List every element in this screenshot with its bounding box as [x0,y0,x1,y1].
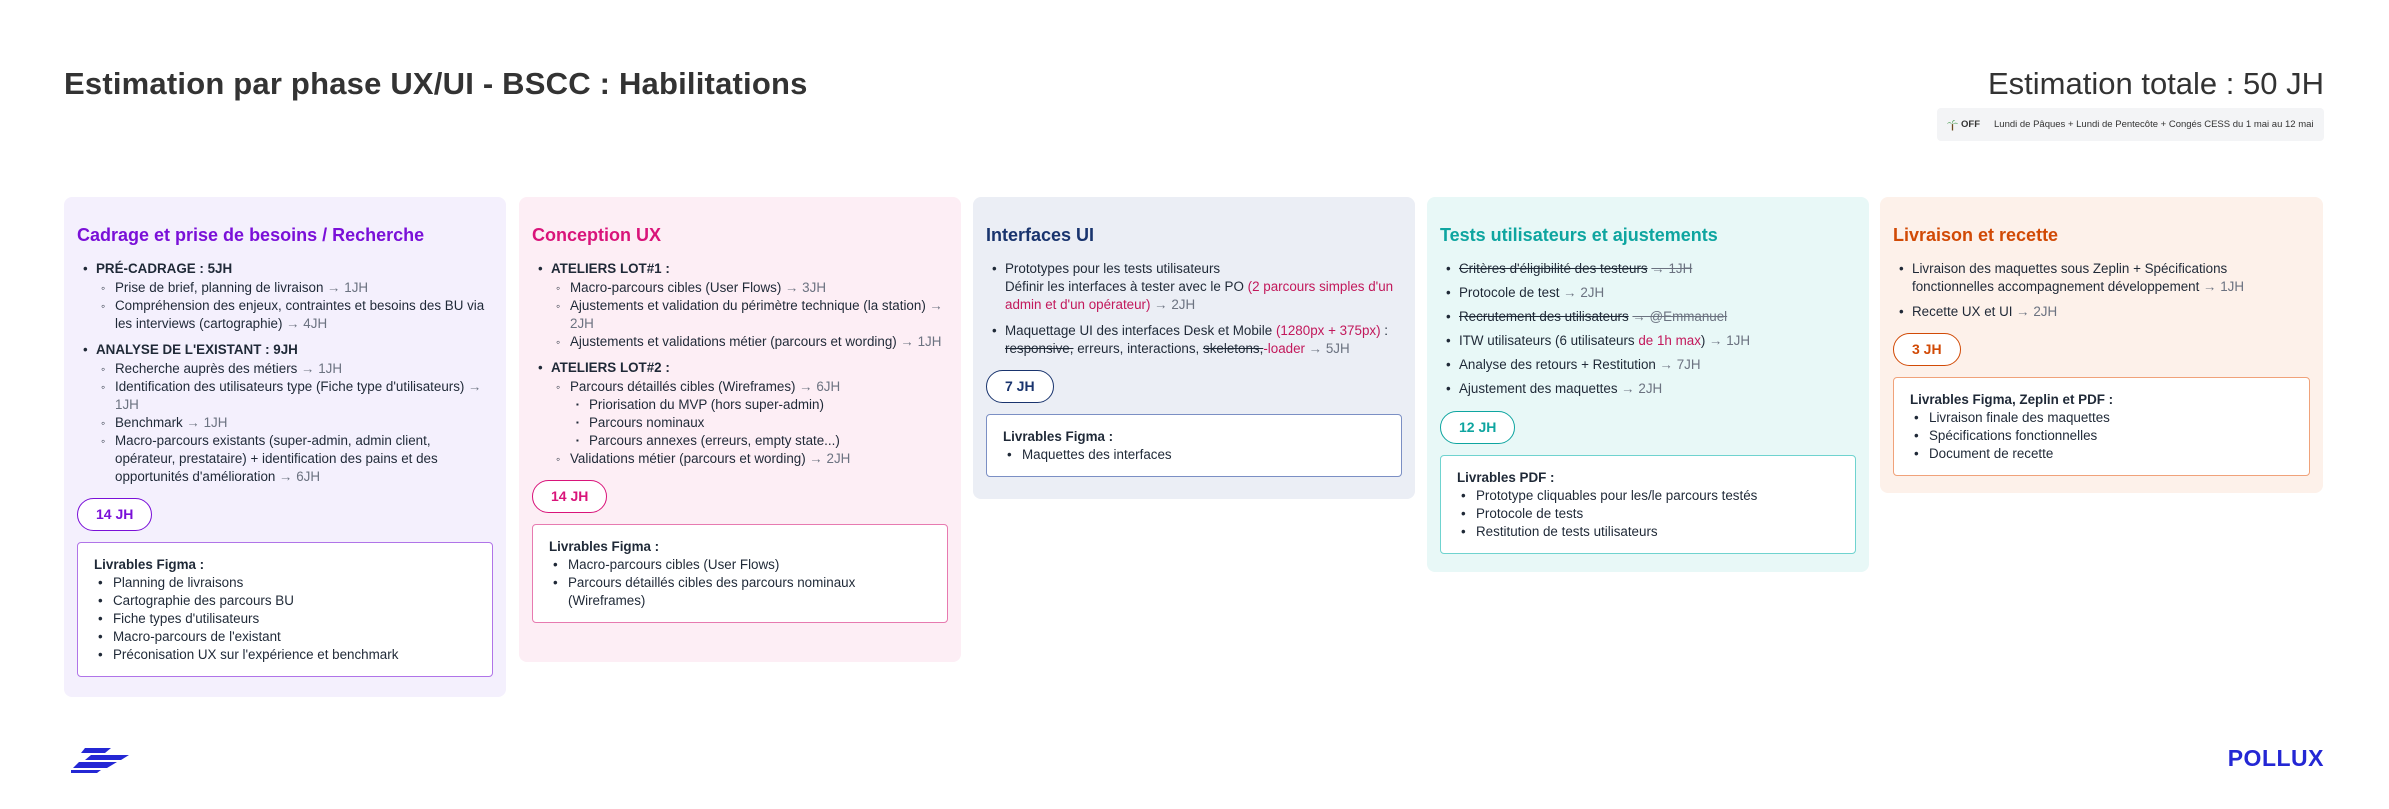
list-item: ◦ Identification des utilisateurs type (Fiche type d'utilisateurs) → 1JH [96,378,493,414]
phase-card-interfaces [973,197,1415,499]
brand-name: POLLUX [2227,745,2324,771]
page-title: Estimation par phase UX/UI - BSCC : Habilitations [64,66,808,101]
sub-list-item: ▪ Priorisation du MVP (hors super-admin) [570,396,948,414]
list-item: ◦ Validations métier (parcours et wording) → 2JH [551,450,948,468]
total-estimate: Estimation totale : 50 JH [1988,66,2324,101]
phase-card-tests [1427,197,1869,572]
list-item: ◦ Compréhension des enjeux, contraintes et besoins des BU via les interviews (cartographie) → 4JH [96,297,493,333]
deliverable-item: • Préconisation UX sur l'expérience et benchmark [94,646,476,664]
palm-tree-icon [1947,119,1958,131]
sub-list-item: ▪ Parcours annexes (erreurs, empty state...) [570,432,948,450]
off-banner [1937,108,2324,141]
duration-pill: 3 JH [1893,333,1961,366]
deliverable-item: • Fiche types d'utilisateurs [94,610,476,628]
deliverable-item: • Restitution de tests utilisateurs [1457,523,1839,541]
list-item: • Livraison des maquettes sous Zeplin + Spécifications fonctionnelles accompagnement développement → 1JH [1893,260,2310,296]
deliverable-item: • Document de recette [1910,445,2293,463]
deliverable-item: • Macro-parcours de l'existant [94,628,476,646]
off-text: Lundi de Pâques + Lundi de Pentecôte + Congés CESS du 1 mai au 12 mai [1994,119,2314,130]
duration-pill: 7 JH [986,370,1054,403]
deliverable-item: • Planning de livraisons [94,574,476,592]
deliverables-box: Livrables Figma : • Planning de livraisons • Cartographie des parcours BU • Fiche types d'utilisateurs • Macro-parcours de l'existant • Préconisation UX sur l'expérience et benchmark [77,542,493,677]
off-label: OFF [1961,119,1980,130]
phase-card-cadrage [64,197,506,697]
list-item: • ITW utilisateurs (6 utilisateurs de 1h max) → 1JH [1440,332,1856,350]
list-item: ◦ Ajustements et validation du périmètre technique (la station) → 2JH [551,297,948,333]
list-item: • Critères d'éligibilité des testeurs → 1JH [1440,260,1856,278]
deliverable-item: • Spécifications fonctionnelles [1910,427,2293,445]
duration-pill: 14 JH [532,480,607,513]
section-analyse: • ANALYSE DE L'EXISTANT : 9JH ◦ Recherche auprès des métiers → 1JH ◦ Identification des utilisateurs type (Fiche type d'utilisateurs) → 1JH ◦ Benchmark → 1JH ◦ Macro-parcours existants (super-admin, admin client, opérateur, prestataire) + identification des pains et des opportunités d'amélioration → 6JH [77,341,493,486]
duration-pill: 14 JH [77,498,152,531]
list-item: ◦ Benchmark → 1JH [96,414,493,432]
deliverable-item: • Maquettes des interfaces [1003,446,1385,464]
deliverable-item: • Livraison finale des maquettes [1910,409,2293,427]
deliverable-item: • Protocole de tests [1457,505,1839,523]
sub-list-item: ▪ Parcours nominaux [570,414,948,432]
deliverables-box: Livrables Figma : • Macro-parcours cibles (User Flows) • Parcours détaillés cibles des parcours nominaux (Wireframes) [532,524,948,623]
list-item: ◦ Parcours détaillés cibles (Wireframes) → 6JH ▪ Priorisation du MVP (hors super-admin) ▪ Parcours nominaux ▪ Parcours annexes (erreurs, empty state...) [551,378,948,450]
deliverables-box: Livrables PDF : • Prototype cliquables pour les/le parcours testés • Protocole de tests • Restitution de tests utilisateurs [1440,455,1856,554]
list-item: • Ajustement des maquettes → 2JH [1440,380,1856,398]
phase-card-livraison [1880,197,2323,493]
deliverable-item: • Parcours détaillés cibles des parcours nominaux (Wireframes) [549,574,931,610]
phase-card-conception [519,197,961,662]
section-lot1: • ATELIERS LOT#1 : ◦ Macro-parcours cibles (User Flows) → 3JH ◦ Ajustements et validation du périmètre technique (la station) → 2JH ◦ Ajustements et validations métier (parcours et wording) → 1JH [532,260,948,351]
bird-logo-icon [71,746,129,774]
deliverable-item: • Macro-parcours cibles (User Flows) [549,556,931,574]
list-item: • Maquettage UI des interfaces Desk et Mobile (1280px + 375px) : responsive, erreurs, interactions, skeletons,-loader → 5JH [986,322,1402,358]
duration-pill: 12 JH [1440,411,1515,444]
section-lot2: • ATELIERS LOT#2 : ◦ Parcours détaillés cibles (Wireframes) → 6JH ▪ Priorisation du MVP (hors super-admin) ▪ Parcours nominaux ▪ Parcours annexes (erreurs, empty state...) ◦ Validations métier (parcours et wording) → 2JH [532,359,948,468]
section-precadrage: • PRÉ-CADRAGE : 5JH ◦ Prise de brief, planning de livraison → 1JH ◦ Compréhension des enjeux, contraintes et besoins des BU via les interviews (cartographie) → 4JH [77,260,493,333]
deliverable-item: • Prototype cliquables pour les/le parcours testés [1457,487,1839,505]
phase-title: Tests utilisateurs et ajustements [1440,225,1718,245]
list-item: ◦ Ajustements et validations métier (parcours et wording) → 1JH [551,333,948,351]
phase-title: Interfaces UI [986,225,1095,245]
list-item: • Prototypes pour les tests utilisateurs Définir les interfaces à tester avec le PO (2 parcours simples d'un admin et d'un opérateur) → 2JH [986,260,1402,314]
list-item: ◦ Macro-parcours cibles (User Flows) → 3JH [551,279,948,297]
deliverables-box: Livrables Figma, Zeplin et PDF : • Livraison finale des maquettes • Spécifications fonctionnelles • Document de recette [1893,377,2310,476]
list-item: • Analyse des retours + Restitution → 7JH [1440,356,1856,374]
list-item: ◦ Macro-parcours existants (super-admin, admin client, opérateur, prestataire) + identification des pains et des opportunités d'amélioration → 6JH [96,432,493,486]
phase-title: Conception UX [532,225,661,245]
phase-title: Cadrage et prise de besoins / Recherche [77,225,425,245]
list-item: • Protocole de test → 2JH [1440,284,1856,302]
deliverables-box: Livrables Figma : • Maquettes des interfaces [986,414,1402,477]
phase-title: Livraison et recette [1893,225,2059,245]
deliverable-item: • Cartographie des parcours BU [94,592,476,610]
list-item: • Recrutement des utilisateurs → @Emmanuel [1440,308,1856,326]
list-item: ◦ Prise de brief, planning de livraison → 1JH [96,279,493,297]
list-item: ◦ Recherche auprès des métiers → 1JH [96,360,493,378]
list-item: • Recette UX et UI → 2JH [1893,303,2310,321]
